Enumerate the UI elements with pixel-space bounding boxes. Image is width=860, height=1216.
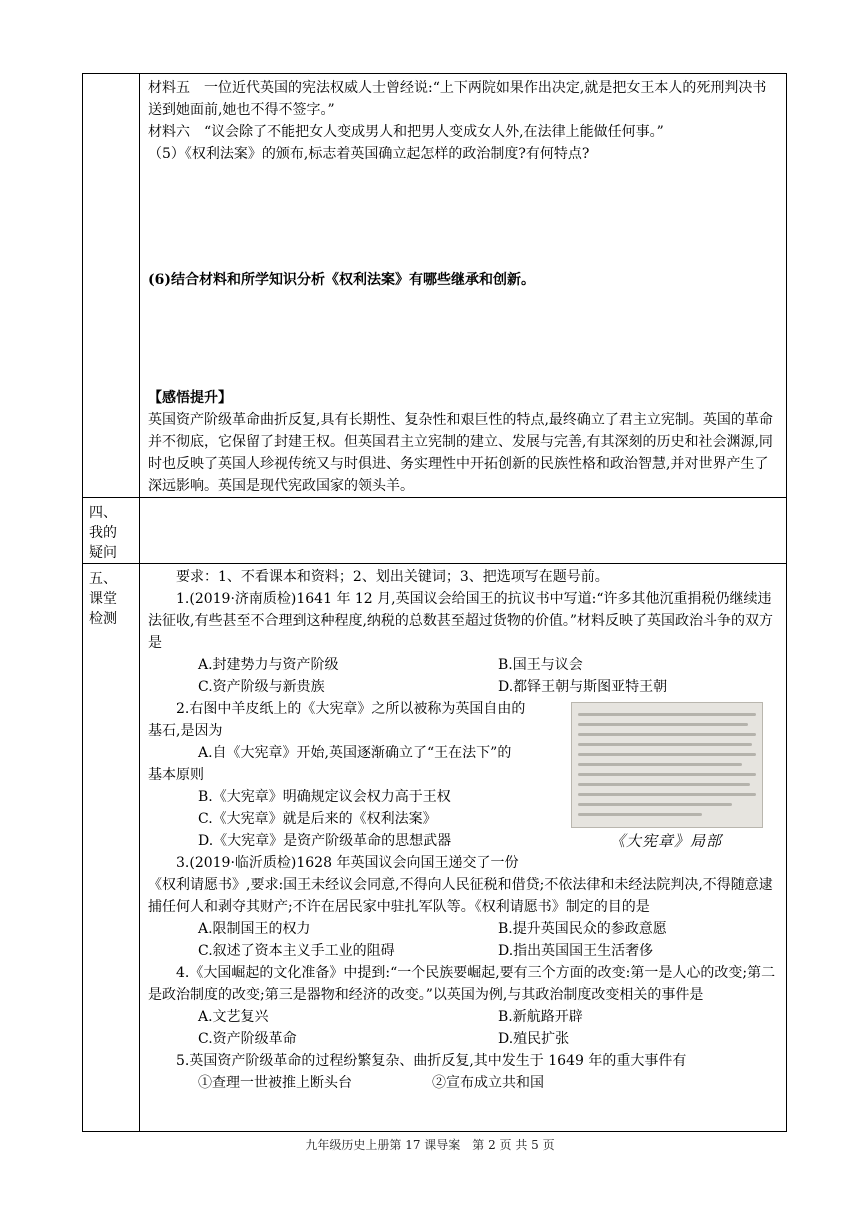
section3-label-cell [83,74,140,498]
q4-option-b: B.新航路开辟 [498,1009,583,1025]
answer-space-q5[interactable] [148,165,778,269]
q3-stem-line1: 3.(2019·临沂质检)1628 年英国议会向国王递交了一份 [176,855,519,871]
question-4-options [148,1006,778,1050]
worksheet-table [82,73,787,1132]
q3-option-d: D.指出英国国王生活奢侈 [498,943,654,959]
requirement-text: 要求：1、不看课本和资料；2、划出关键词；3、把选项写在题号前。 [176,569,609,585]
section5-content-cell [140,564,787,1132]
page-footer: 九年级历史上册第 17 课导案 第 2 页 共 5 页 [305,1138,555,1152]
section3-content-cell [140,74,787,498]
q1-option-d: D.都铎王朝与斯图亚特王朝 [498,679,668,695]
q3-option-c: C.叙述了资本主义手工业的阻碍 [198,943,395,959]
figure-caption: 《大宪章》局部 [609,832,722,850]
question-2 [148,698,778,852]
section5-label: 五、 课堂 检测 [89,571,117,627]
question-5: （5）《权利法案》的颁布,标志着英国确立起怎样的政治制度?有何特点? [148,146,590,162]
q2-option-d: D.《大宪章》是资产阶级革命的思想武器 [198,833,452,849]
q5-item-2: ②宣布成立共和国 [432,1075,544,1091]
q2-stem-line2: 基石,是因为 [148,723,223,739]
q2-stem-line1: 2.右图中羊皮纸上的《大宪章》之所以被称为英国自由的 [176,701,526,717]
insight-text: 英国资产阶级革命曲折反复,具有长期性、复杂性和艰巨性的特点,最终确立了君主立宪制。英国的革命并不彻底，它保留了封建王权。但英国君主立宪制的建立、发展与完善,有其深刻的历史和社会渊源,同时也反映了英国人珍视传统又与时俱进、务实理性中开拓创新的民族性格和政治智慧,并对世界产生了深远影响。英国是现代宪政国家的领头羊。 [148,412,773,494]
section4-label-cell [83,498,140,564]
section4-row [83,498,787,564]
q3-option-a: A.限制国王的权力 [198,921,311,937]
section3-row [83,74,787,498]
q4-option-c: C.资产阶级革命 [198,1031,297,1047]
q2-option-a-line1: A.自《大宪章》开始,英国逐渐确立了“王在法下”的 [198,745,512,761]
q4-option-d: D.殖民扩张 [498,1031,570,1047]
magna-carta-figure [568,702,764,852]
q1-option-a: A.封建势力与资产阶级 [198,657,339,673]
section5-label-cell [83,564,140,1132]
magna-carta-image [571,702,763,828]
q1-option-b: B.国王与议会 [498,657,583,673]
question-3-options [148,918,778,962]
questions-input-area[interactable] [140,498,787,564]
question-6: (6)结合材料和所学知识分析《权利法案》有哪些继承和创新。 [148,272,535,288]
question-5-stem: 5.英国资产阶级革命的过程纷繁复杂、曲折反复,其中发生于 1649 年的重大事件有 [176,1053,687,1069]
q5-item-1: ①查理一世被推上断头台 [198,1075,352,1091]
section4-label: 四、 我的 疑问 [89,505,117,561]
question-1-stem: 1.(2019·济南质检)1641 年 12 月,英国议会给国王的抗议书中写道:“许多其他沉重捐税仍继续违法征收,有些甚至不合理到这种程度,纳税的总数甚至超过货物的价值。”材料反映了英国政治斗争的双方是 [148,591,774,651]
section5-row [83,564,787,1132]
answer-space-q6[interactable] [148,291,778,387]
q2-option-a-line2: 基本原则 [148,767,204,783]
q2-option-b: B.《大宪章》明确规定议会权力高于王权 [198,789,451,805]
material-6: 材料六 “议会除了不能把女人变成男人和把男人变成女人外,在法律上能做任何事。” [148,124,664,140]
insight-title: 【感悟提升】 [148,390,232,406]
material-5: 材料五 一位近代英国的宪法权威人士曾经说:“上下两院如果作出决定,就是把女王本人的死刑判决书送到她面前,她也不得不签字。” [148,80,767,118]
q3-stem-rest: 《权利请愿书》,要求:国王未经议会同意,不得向人民征税和借贷;不依法律和未经法院判决,不得随意逮捕任何人和剥夺其财产;不许在居民家中驻扎军队等。《权利请愿书》制定的目的是 [148,877,773,915]
q1-option-c: C.资产阶级与新贵族 [198,679,325,695]
q4-option-a: A.文艺复兴 [198,1009,269,1025]
question-1-options [148,654,778,698]
q2-option-c: C.《大宪章》就是后来的《权利法案》 [198,811,437,827]
q3-option-b: B.提升英国民众的参政意愿 [498,921,667,937]
question-4-stem: 4.《大国崛起的文化准备》中提到:“一个民族要崛起,要有三个方面的改变:第一是人心的改变;第二是政治制度的改变;第三是器物和经济的改变。”以英国为例,与其政治制度改变相关的事件是 [148,965,776,1003]
question-5-items [148,1072,778,1094]
